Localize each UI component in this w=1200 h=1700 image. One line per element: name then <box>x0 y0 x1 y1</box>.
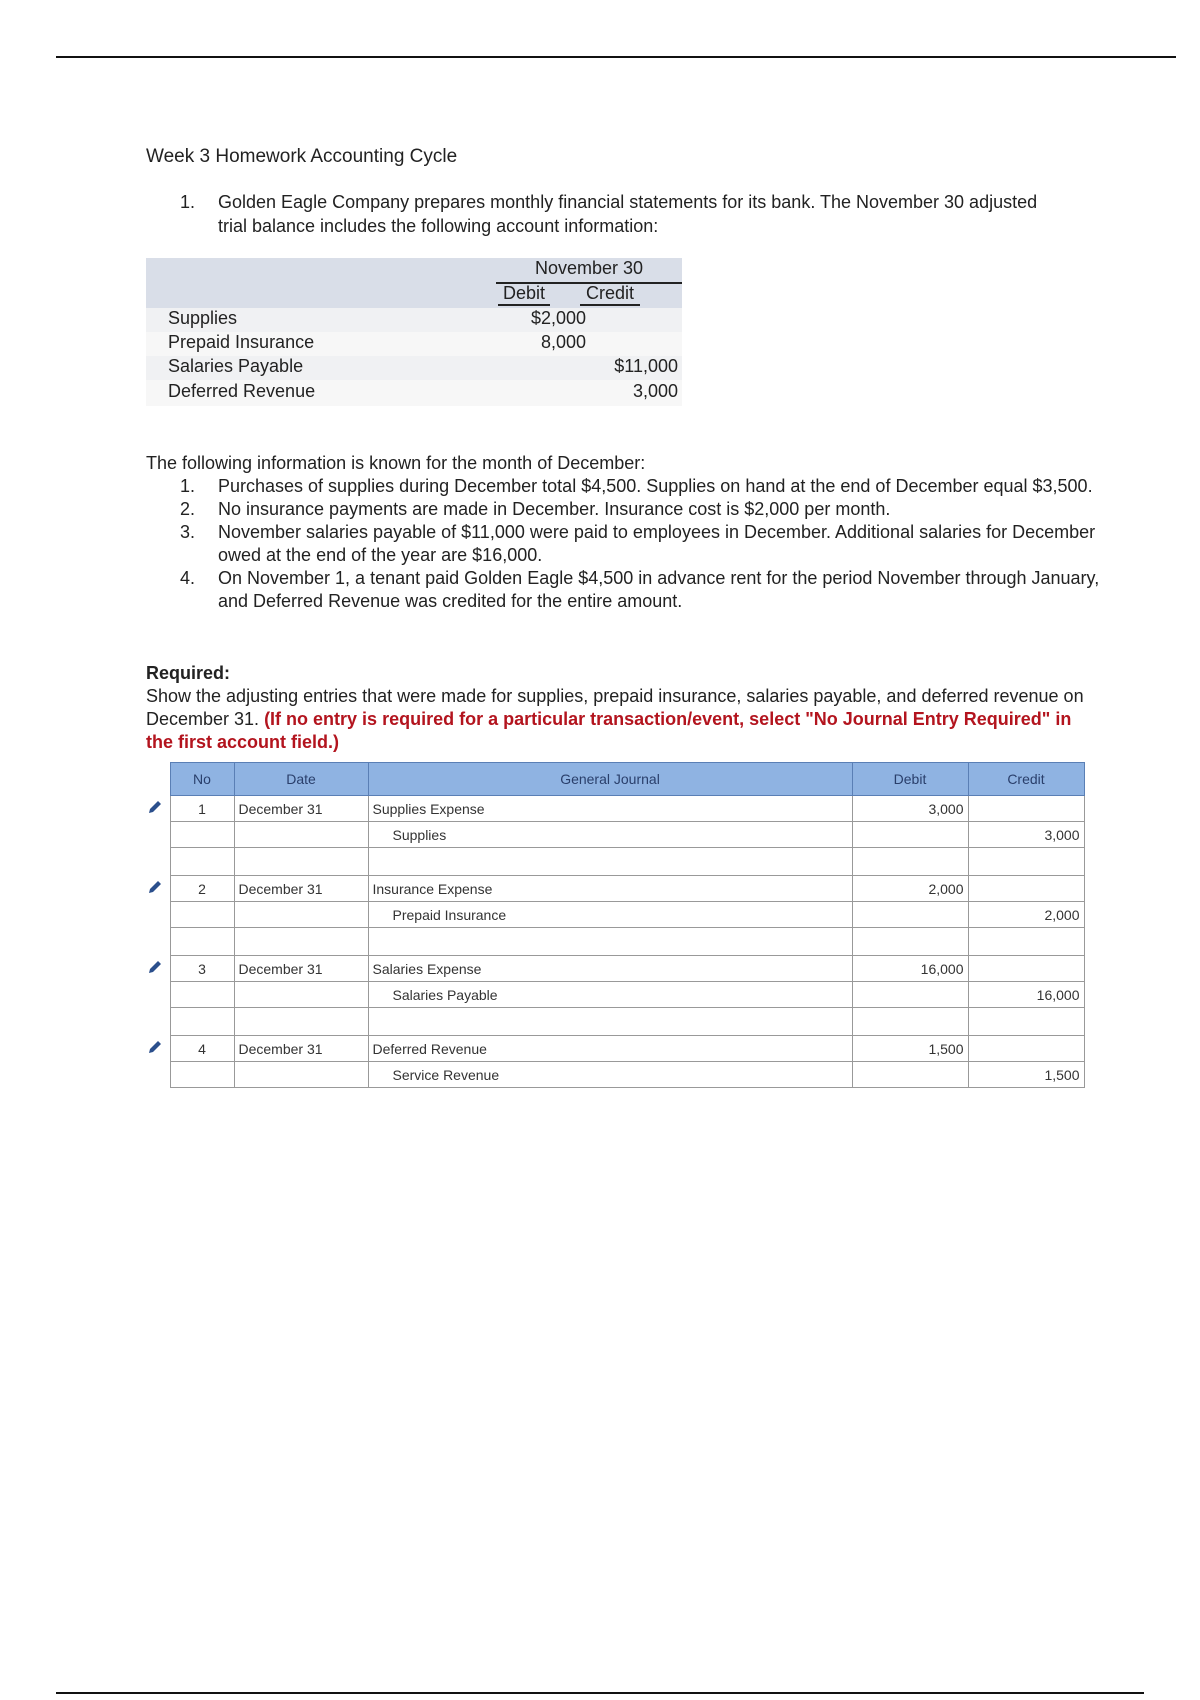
info-lead: The following information is known for the month of December: <box>146 453 646 473</box>
list-item: 2. No insurance payments are made in December. Insurance cost is $2,000 per month. <box>180 499 891 519</box>
info-list <box>146 475 1106 613</box>
general-journal <box>146 762 1084 1088</box>
debit-account[interactable]: Supplies Expense <box>368 796 852 822</box>
table-row <box>146 1062 1084 1088</box>
credit-amount[interactable]: 16,000 <box>968 982 1084 1008</box>
list-item: 4. On November 1, a tenant paid Golden Eagle $4,500 in advance rent for the period November through January, and Deferred Revenue was credited for the entire amount. <box>180 568 1100 611</box>
col-general-journal: General Journal <box>368 763 852 796</box>
credit-account[interactable]: Salaries Payable <box>368 982 852 1008</box>
col-date: Date <box>234 763 368 796</box>
debit-amount[interactable]: 2,000 <box>852 876 968 902</box>
bottom-rule <box>56 1692 1144 1694</box>
credit-account[interactable]: Prepaid Insurance <box>368 902 852 928</box>
table-row <box>146 902 1084 928</box>
tb-account: Deferred Revenue <box>168 381 316 401</box>
tb-account: Prepaid Insurance <box>168 332 315 352</box>
credit-account[interactable]: Service Revenue <box>368 1062 852 1088</box>
table-row: 3 December 31 Salaries Expense 16,000 <box>146 956 1084 982</box>
col-credit: Credit <box>968 763 1084 796</box>
question-intro <box>180 190 1060 238</box>
top-rule <box>56 56 1176 58</box>
table-row <box>146 982 1084 1008</box>
col-no: No <box>170 763 234 796</box>
debit-account[interactable]: Insurance Expense <box>368 876 852 902</box>
required-text: Show the adjusting entries that were made for supplies, prepaid insurance, salaries payable, and deferred revenue on December 31. <box>146 686 1084 729</box>
required-section <box>146 662 1091 754</box>
tb-credit: $11,000 <box>614 356 678 376</box>
debit-header: Debit <box>498 283 550 306</box>
table-row: 2 December 31 Insurance Expense 2,000 <box>146 876 1084 902</box>
tb-debit: $2,000 <box>530 308 586 328</box>
table-row <box>146 848 1084 876</box>
tb-account: Supplies <box>168 308 238 328</box>
credit-amount[interactable]: 2,000 <box>968 902 1084 928</box>
credit-account[interactable]: Supplies <box>368 822 852 848</box>
page-title: Week 3 Homework Accounting Cycle <box>146 146 458 167</box>
debit-amount[interactable]: 3,000 <box>852 796 968 822</box>
credit-amount[interactable]: 3,000 <box>968 822 1084 848</box>
trial-balance-table <box>146 258 682 406</box>
credit-header: Credit <box>580 283 640 306</box>
pencil-icon[interactable] <box>146 878 164 896</box>
table-row: 4 December 31 Deferred Revenue 1,500 <box>146 1036 1084 1062</box>
required-note: (If no entry is required for a particular transaction/event, select "No Journal Entry Required" in the first account field.) <box>146 709 1072 752</box>
period-header: November 30 <box>496 258 682 284</box>
table-row: 1 December 31 Supplies Expense 3,000 <box>146 796 1084 822</box>
tb-credit: 3,000 <box>632 381 678 401</box>
list-item: 1. Purchases of supplies during December total $4,500. Supplies on hand at the end of December equal $3,500. <box>180 476 1093 496</box>
table-row <box>146 822 1084 848</box>
pencil-icon[interactable] <box>146 798 164 816</box>
question-text: Golden Eagle Company prepares monthly financial statements for its bank. The November 30 adjusted trial balance includes the following account information: <box>218 192 1038 236</box>
tb-account: Salaries Payable <box>168 356 304 376</box>
col-debit: Debit <box>852 763 968 796</box>
pencil-icon[interactable] <box>146 1038 164 1056</box>
debit-account[interactable]: Salaries Expense <box>368 956 852 982</box>
list-item: 3. November salaries payable of $11,000 were paid to employees in December. Additional salaries for December owed at the end of the year are $16,000. <box>180 522 1096 565</box>
table-row <box>146 1008 1084 1036</box>
debit-account[interactable]: Deferred Revenue <box>368 1036 852 1062</box>
debit-amount[interactable]: 16,000 <box>852 956 968 982</box>
question-number: 1. <box>180 192 196 212</box>
december-info <box>146 452 1106 613</box>
debit-amount[interactable]: 1,500 <box>852 1036 968 1062</box>
credit-amount[interactable]: 1,500 <box>968 1062 1084 1088</box>
table-row <box>146 928 1084 956</box>
tb-debit: 8,000 <box>540 332 586 352</box>
required-heading: Required: <box>146 663 231 683</box>
pencil-icon[interactable] <box>146 958 164 976</box>
